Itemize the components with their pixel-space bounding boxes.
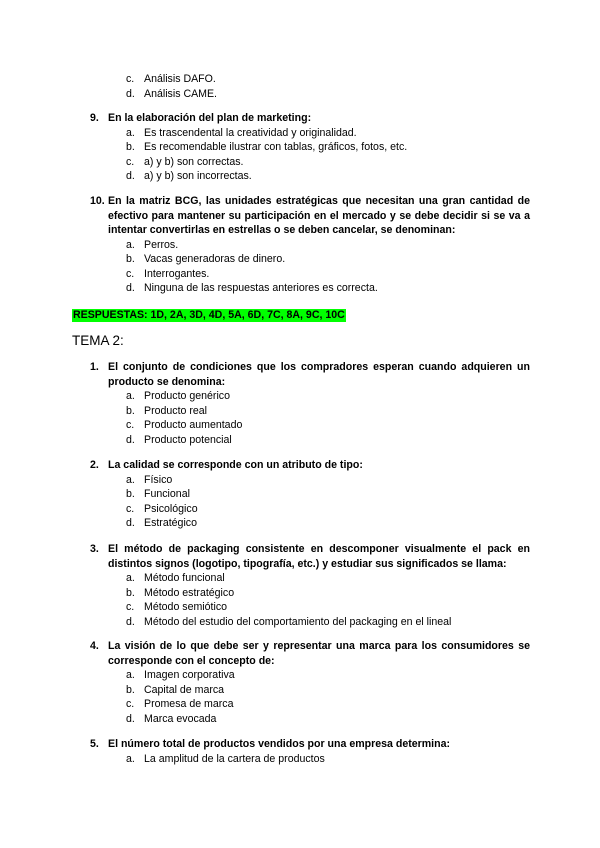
option-b bbox=[90, 404, 530, 419]
option-c bbox=[90, 418, 530, 433]
option-text: Método del estudio del comportamiento del packaging en el lineal bbox=[144, 615, 452, 628]
option-letter: b. bbox=[126, 683, 135, 696]
option-text: Marca evocada bbox=[144, 712, 217, 725]
option-letter: c. bbox=[126, 502, 135, 515]
option-list bbox=[90, 668, 530, 726]
option-text: Promesa de marca bbox=[144, 698, 234, 711]
option-letter: a. bbox=[126, 572, 135, 584]
option-d bbox=[90, 281, 530, 296]
option-b bbox=[90, 140, 530, 155]
option-c bbox=[90, 267, 530, 282]
option-text: Es recomendable ilustrar con tablas, gráficos, fotos, etc. bbox=[144, 141, 408, 154]
question-number: 3. bbox=[90, 543, 99, 555]
answers-highlight: RESPUESTAS: 1D, 2A, 3D, 4D, 5A, 6D, 7C, 8A, 9C, 10C bbox=[73, 309, 345, 321]
option-text: Físico bbox=[144, 473, 173, 486]
question-number: 9. bbox=[90, 112, 99, 124]
option-a bbox=[90, 571, 530, 586]
question-stem: En la matriz BCG, las unidades estratégicas que necesitan una gran cantidad de efectivo para mantener su participación en el mercado y se debe decidir si se va a intentar convertirlas en estrellas o se deben cancelar, se denominan: bbox=[108, 195, 530, 236]
option-letter: a. bbox=[126, 126, 135, 139]
option-letter: c. bbox=[126, 155, 135, 168]
option-letter: c. bbox=[126, 601, 135, 614]
question-stem: El método de packaging consistente en descomponer visualmente el pack en distintos signos (logotipo, tipografía, etc.) y estudiar sus significados se llama: bbox=[108, 543, 530, 570]
option-c bbox=[90, 502, 530, 517]
option-letter: b. bbox=[126, 141, 135, 154]
option-text: Imagen corporativa bbox=[144, 669, 235, 681]
question-t2-4 bbox=[90, 639, 530, 726]
option-letter: d. bbox=[126, 517, 135, 530]
option-d bbox=[90, 712, 530, 727]
option-text: Análisis CAME. bbox=[144, 87, 217, 100]
option-letter: d. bbox=[126, 87, 135, 100]
option-text: Interrogantes. bbox=[144, 267, 210, 280]
option-text: Método estratégico bbox=[144, 586, 235, 599]
option-letter: b. bbox=[126, 253, 135, 266]
option-letter: b. bbox=[126, 488, 135, 501]
option-text: Análisis DAFO. bbox=[144, 73, 216, 85]
question-t2-3 bbox=[90, 542, 530, 629]
option-text: a) y b) son incorrectas. bbox=[144, 170, 252, 183]
question-t2-5 bbox=[90, 737, 530, 766]
option-b bbox=[90, 683, 530, 698]
question-stem: El conjunto de condiciones que los compradores esperan cuando adquieren un producto se denomina: bbox=[108, 361, 530, 388]
option-text: Perros. bbox=[144, 238, 179, 251]
option-text: Capital de marca bbox=[144, 683, 225, 696]
question-t2-1 bbox=[90, 360, 530, 447]
option-b bbox=[90, 252, 530, 267]
option-letter: d. bbox=[126, 615, 135, 628]
question-t2-2 bbox=[90, 458, 530, 531]
option-list bbox=[90, 473, 530, 531]
option-letter: a. bbox=[126, 669, 135, 681]
option-letter: a. bbox=[126, 390, 135, 402]
option-letter: c. bbox=[126, 698, 135, 711]
question-stem: La visión de lo que debe ser y representar una marca para los consumidores se corresponde con el concepto de: bbox=[108, 640, 530, 667]
option-list bbox=[90, 389, 530, 447]
option-text: Producto aumentado bbox=[144, 419, 243, 432]
option-d bbox=[90, 516, 530, 531]
option-b bbox=[90, 586, 530, 601]
question-number: 1. bbox=[90, 361, 99, 373]
option-list bbox=[90, 238, 530, 296]
option-a bbox=[90, 752, 530, 767]
question-number: 4. bbox=[90, 640, 99, 652]
option-d bbox=[90, 169, 530, 184]
question-8-continuation bbox=[90, 72, 530, 101]
option-text: Es trascendental la creatividad y originalidad. bbox=[144, 126, 357, 139]
option-d bbox=[90, 87, 530, 102]
option-letter: c. bbox=[126, 73, 135, 85]
option-text: Estratégico bbox=[144, 517, 197, 530]
question-number: 5. bbox=[90, 738, 99, 750]
option-list bbox=[90, 126, 530, 184]
option-list bbox=[90, 752, 530, 767]
option-c bbox=[90, 600, 530, 615]
section-heading: TEMA 2: bbox=[72, 333, 124, 348]
option-text: La amplitud de la cartera de productos bbox=[144, 752, 325, 765]
option-d bbox=[90, 615, 530, 630]
option-text: Funcional bbox=[144, 488, 190, 501]
option-d bbox=[90, 433, 530, 448]
option-text: Producto real bbox=[144, 404, 208, 417]
option-text: a) y b) son correctas. bbox=[144, 155, 244, 168]
option-letter: a. bbox=[126, 238, 135, 251]
option-letter: a. bbox=[126, 752, 135, 765]
option-list bbox=[90, 571, 530, 629]
option-list bbox=[90, 72, 530, 101]
option-letter: a. bbox=[126, 473, 135, 486]
option-a bbox=[90, 473, 530, 488]
option-text: Método funcional bbox=[144, 572, 225, 584]
question-9 bbox=[90, 111, 530, 184]
option-letter: d. bbox=[126, 170, 135, 183]
question-number: 10. bbox=[90, 195, 105, 207]
option-letter: c. bbox=[126, 267, 135, 280]
question-stem: La calidad se corresponde con un atributo de tipo: bbox=[108, 459, 363, 471]
option-text: Producto genérico bbox=[144, 390, 230, 402]
question-number: 2. bbox=[90, 459, 99, 471]
option-b bbox=[90, 487, 530, 502]
option-text: Método semiótico bbox=[144, 601, 228, 614]
question-stem: El número total de productos vendidos por una empresa determina: bbox=[108, 738, 451, 750]
option-a bbox=[90, 238, 530, 253]
option-a bbox=[90, 126, 530, 141]
option-a bbox=[90, 668, 530, 683]
option-text: Ninguna de las respuestas anteriores es correcta. bbox=[144, 282, 378, 295]
option-c bbox=[90, 697, 530, 712]
option-letter: d. bbox=[126, 433, 135, 446]
option-c bbox=[90, 72, 530, 87]
option-letter: d. bbox=[126, 712, 135, 725]
option-c bbox=[90, 155, 530, 170]
option-text: Psicológico bbox=[144, 502, 198, 515]
option-letter: b. bbox=[126, 404, 135, 417]
option-a bbox=[90, 389, 530, 404]
question-10 bbox=[90, 194, 530, 296]
option-letter: d. bbox=[126, 282, 135, 295]
option-text: Producto potencial bbox=[144, 433, 232, 446]
option-letter: b. bbox=[126, 586, 135, 599]
question-stem: En la elaboración del plan de marketing: bbox=[108, 112, 312, 124]
option-letter: c. bbox=[126, 419, 135, 432]
option-text: Vacas generadoras de dinero. bbox=[144, 253, 286, 266]
